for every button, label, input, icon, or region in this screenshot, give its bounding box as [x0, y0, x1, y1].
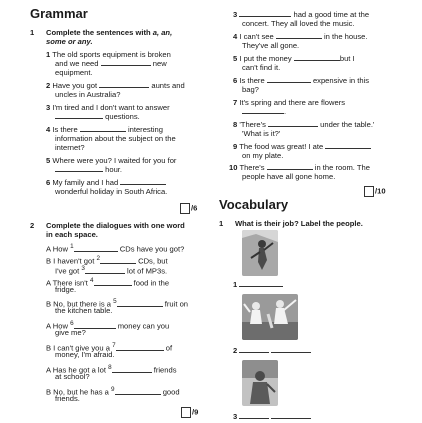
blank[interactable]	[85, 267, 125, 274]
blank[interactable]	[267, 76, 311, 83]
ex1-item-r5: 5 I put the money but I	[233, 54, 355, 63]
ex1-item-5: 5 Where were you? I waited for you for	[46, 156, 177, 165]
blank[interactable]	[94, 279, 132, 286]
ex1-item-9: 9 The food was great! I ate	[233, 142, 371, 151]
ex1-item-1-line3: equipment.	[55, 68, 93, 77]
photo-3-person	[242, 360, 278, 406]
photo-1-climber	[242, 230, 278, 276]
ex1-item-8-line2: 'What is it?'	[242, 129, 281, 138]
vocab-ex1-number: 1	[219, 219, 224, 228]
blank[interactable]	[268, 120, 318, 127]
ex2-line-11: money, I'm afraid.	[55, 350, 115, 359]
vocabulary-title: Vocabulary	[219, 197, 289, 212]
ex1-item-3: 3 I'm tired and I don't want to answer	[46, 103, 170, 112]
blank[interactable]	[294, 54, 340, 61]
blank[interactable]	[55, 112, 103, 119]
ex1-item-6-line2: wonderful holiday in South Africa.	[55, 187, 168, 196]
blank[interactable]	[242, 107, 284, 114]
blank[interactable]	[239, 346, 269, 353]
blank[interactable]	[100, 257, 136, 264]
ex2-line-14: B No, but he has a $^9$ good	[46, 386, 180, 397]
score-box[interactable]	[181, 407, 191, 418]
ex1-item-3-line2: questions.	[55, 112, 140, 121]
ex2-line-12: A Has he got a lot $^8$ friends	[46, 364, 177, 375]
blank[interactable]	[74, 245, 118, 252]
ex1-instructions: Complete the sentences with a, an,	[46, 28, 173, 37]
ex1-item-r4: 4 I can't see in the house.	[233, 32, 368, 41]
ex2-line-1: A How $^1$ CDs have you got?	[46, 243, 185, 254]
ex2-line-15: friends.	[55, 394, 80, 403]
ex2-instructions-1: Complete the dialogues with one word	[46, 221, 185, 230]
ex1-item-1: 1 The old sports equipment is broken	[46, 50, 171, 59]
blank[interactable]	[239, 412, 269, 419]
ex1-item-8: 8 'There's under the table.'	[233, 120, 375, 129]
ex1-item-10-line2: people have all gone home.	[242, 172, 336, 181]
ex1-item-7: 7 It's spring and there are flowers	[233, 98, 346, 107]
blank[interactable]	[120, 178, 166, 185]
ex2-line-3: I've got $^3$ lot of MP3s.	[55, 265, 168, 276]
ex2-line-10: B I can't give you a $^7$ of	[46, 342, 173, 353]
ex1-score-right: /10	[364, 186, 386, 197]
blank[interactable]	[101, 59, 151, 66]
blank[interactable]	[239, 280, 283, 287]
score-box[interactable]	[180, 203, 190, 214]
blank[interactable]	[80, 125, 126, 132]
ex1-item-r6: 6 Is there expensive in this	[233, 76, 370, 85]
ex2-line-2: B I haven't got $^2$ CDs, but	[46, 255, 168, 266]
ex1-item-2: 2 Have you got aunts and	[46, 81, 185, 90]
ex2-line-8: A How $^6$ money can you	[46, 320, 170, 331]
ex1-item-4-line2: information about the subject on the	[55, 134, 176, 143]
ex1-item-6: 6 My family and I had	[46, 178, 166, 187]
ex2-score: /9	[181, 407, 198, 418]
ex1-item-4: 4 Is there interesting	[46, 125, 163, 134]
ex1-item-1-line2: and we need new	[55, 59, 167, 68]
ex1-item-7-line2: .	[242, 107, 286, 116]
ex1-score-left: /6	[180, 203, 197, 214]
ex2-line-4: A There isn't $^4$ food in the	[46, 277, 170, 288]
ex1-item-r6-line2: bag?	[242, 85, 259, 94]
blank[interactable]	[271, 412, 311, 419]
blank[interactable]	[116, 344, 164, 351]
blank[interactable]	[276, 32, 322, 39]
blank[interactable]	[239, 10, 291, 17]
ex1-item-2-line2: uncles in Australia?	[55, 90, 121, 99]
ex2-line-13: at school?	[55, 372, 90, 381]
ex1-item-4-line3: internet?	[55, 143, 85, 152]
blank[interactable]	[325, 142, 371, 149]
ex1-instructions-2: some or any.	[46, 37, 93, 46]
ex1-item-9-line2: on my plate.	[242, 151, 284, 160]
blank[interactable]	[99, 81, 149, 88]
vocab-ex1-instructions: What is their job? Label the people.	[235, 219, 363, 228]
ex2-number: 2	[30, 221, 35, 230]
grammar-title: Grammar	[30, 6, 88, 21]
ex1-item-10: 10 There's in the room. The	[229, 163, 370, 172]
ex1-item-5-line2: hour.	[55, 165, 122, 174]
ex1-item-r3: 3 had a good time at the	[233, 10, 370, 19]
ex1-item-r5-line2: can't find it.	[242, 63, 281, 72]
blank[interactable]	[112, 366, 152, 373]
label-2: 2	[233, 346, 311, 355]
photo-2-dancers	[242, 294, 298, 340]
ex2-line-7: the kitchen table.	[55, 306, 113, 315]
label-3: 3	[233, 412, 311, 421]
blank[interactable]	[115, 388, 161, 395]
ex1-item-r3-line2: concert. They all loved the music.	[242, 19, 355, 28]
blank[interactable]	[267, 163, 313, 170]
blank[interactable]	[117, 300, 163, 307]
blank[interactable]	[55, 165, 103, 172]
ex1-item-r4-line2: They've all gone.	[242, 41, 300, 50]
ex2-line-6: B No, but there is a $^5$ fruit on	[46, 298, 189, 309]
blank[interactable]	[271, 346, 311, 353]
label-1: 1	[233, 280, 283, 289]
ex2-line-9: give me?	[55, 328, 86, 337]
score-box[interactable]	[364, 186, 374, 197]
ex1-number: 1	[30, 28, 35, 37]
ex2-line-5: fridge.	[55, 285, 77, 294]
ex2-instructions-2: in each space.	[46, 230, 98, 239]
